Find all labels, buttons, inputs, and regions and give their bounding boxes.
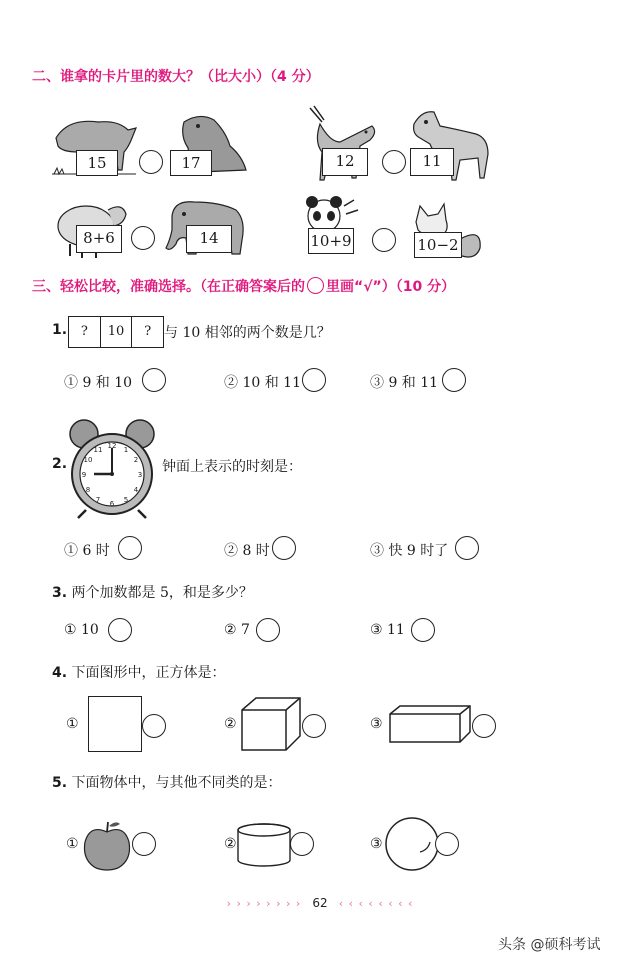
card-right: 17	[170, 150, 212, 176]
svg-text:7: 7	[95, 496, 101, 504]
q1-number	[52, 322, 67, 338]
footer-arrows-right: ‹ ‹ ‹ ‹ ‹ ‹ ‹ ‹	[338, 897, 414, 910]
svg-text:11: 11	[93, 446, 103, 454]
watermark: 头条 @硕科考试	[498, 937, 601, 953]
card-right: 14	[186, 225, 232, 253]
answer-circle[interactable]	[455, 536, 479, 560]
answer-circle[interactable]	[256, 618, 280, 642]
section3-title	[32, 276, 455, 298]
q5-option-1: ①	[66, 836, 79, 852]
number-box: 10	[101, 317, 133, 347]
q5-line	[52, 772, 282, 792]
page-number: 62	[312, 896, 328, 910]
q4-option-1: ①	[66, 716, 79, 732]
card-left: 8+6	[76, 225, 122, 253]
svg-text:2: 2	[133, 456, 139, 464]
square-shape	[88, 696, 142, 752]
svg-text:6: 6	[109, 500, 115, 508]
answer-circle[interactable]	[411, 618, 435, 642]
svg-text:10: 10	[83, 456, 93, 464]
card-left: 15	[76, 150, 118, 176]
q5-option-2: ②	[224, 836, 237, 852]
q1-option-1: ① 9 和 10	[64, 375, 133, 391]
q1-text: 与 10 相邻的两个数是几？	[164, 325, 331, 341]
section3-title-start: 三、轻松比较，准确选择。（在正确答案后的	[32, 279, 305, 295]
q5-num-label: 5.	[52, 775, 68, 791]
svg-text:5: 5	[123, 496, 129, 504]
q3-num-label: 3.	[52, 585, 68, 601]
q3-option-2: ② 7	[224, 622, 250, 638]
alarm-clock-icon	[64, 412, 160, 520]
q3-text: 两个加数都是 5，和是多少？	[71, 585, 253, 601]
svg-text:12: 12	[107, 442, 117, 450]
answer-circle[interactable]	[442, 368, 466, 392]
q2-option-1: ① 6 时	[64, 543, 110, 559]
q1-num-label: 1.	[52, 322, 68, 338]
svg-text:4: 4	[133, 486, 139, 494]
answer-circle[interactable]	[131, 226, 155, 250]
q3-option-1: ① 10	[64, 622, 99, 638]
cuboid-shape	[388, 704, 472, 744]
answer-circle[interactable]	[118, 536, 142, 560]
answer-circle[interactable]	[272, 536, 296, 560]
q1-option-2: ② 10 和 11	[224, 375, 301, 391]
card-left: 12	[322, 148, 368, 176]
section2-title: 二、谁拿的卡片里的数大？（比大小）（4 分）	[32, 69, 320, 85]
answer-circle[interactable]	[132, 832, 156, 856]
q2-num-label: 2.	[52, 456, 68, 472]
svg-text:9: 9	[81, 471, 87, 479]
answer-circle[interactable]	[382, 150, 406, 174]
card-right: 11	[410, 148, 454, 176]
q2-option-3: ③ 快 9 时了	[370, 543, 449, 559]
q4-text: 下面图形中，正方体是：	[71, 665, 226, 681]
cube-shape	[240, 696, 302, 752]
q3-option-3: ③ 11	[370, 622, 405, 638]
answer-circle[interactable]	[108, 618, 132, 642]
answer-circle[interactable]	[142, 368, 166, 392]
q4-option-3: ③	[370, 716, 383, 732]
apple-icon	[80, 818, 134, 872]
answer-circle[interactable]	[435, 832, 459, 856]
section3-title-end: 里画“√”）（10 分）	[326, 279, 456, 295]
q2-text: 钟面上表示的时刻是：	[162, 459, 302, 475]
q4-num-label: 4.	[52, 665, 68, 681]
page-footer	[0, 892, 640, 911]
number-box-row	[68, 316, 164, 348]
footer-arrows-left: › › › › › › › ›	[226, 897, 302, 910]
card-right: 10−2	[414, 232, 462, 258]
answer-circle[interactable]	[142, 714, 166, 738]
answer-circle[interactable]	[290, 832, 314, 856]
cylinder-shape	[236, 822, 292, 868]
number-box: ?	[69, 317, 101, 347]
sphere-shape	[384, 816, 440, 872]
number-box: ?	[144, 324, 152, 339]
answer-circle[interactable]	[472, 714, 496, 738]
svg-text:1: 1	[123, 446, 129, 454]
title-circle-icon	[307, 277, 324, 294]
svg-text:8: 8	[85, 486, 91, 494]
q1-option-3: ③ 9 和 11	[370, 375, 439, 391]
answer-circle[interactable]	[372, 228, 396, 252]
answer-circle[interactable]	[139, 150, 163, 174]
q2-option-2: ② 8 时	[224, 543, 270, 559]
svg-text:3: 3	[137, 471, 143, 479]
q3-line	[52, 582, 253, 602]
card-left: 10+9	[308, 228, 354, 254]
q5-text: 下面物体中，与其他不同类的是：	[71, 775, 282, 791]
q5-option-3: ③	[370, 836, 383, 852]
q4-line	[52, 662, 226, 682]
q4-option-2: ②	[224, 716, 237, 732]
answer-circle[interactable]	[302, 368, 326, 392]
answer-circle[interactable]	[302, 714, 326, 738]
